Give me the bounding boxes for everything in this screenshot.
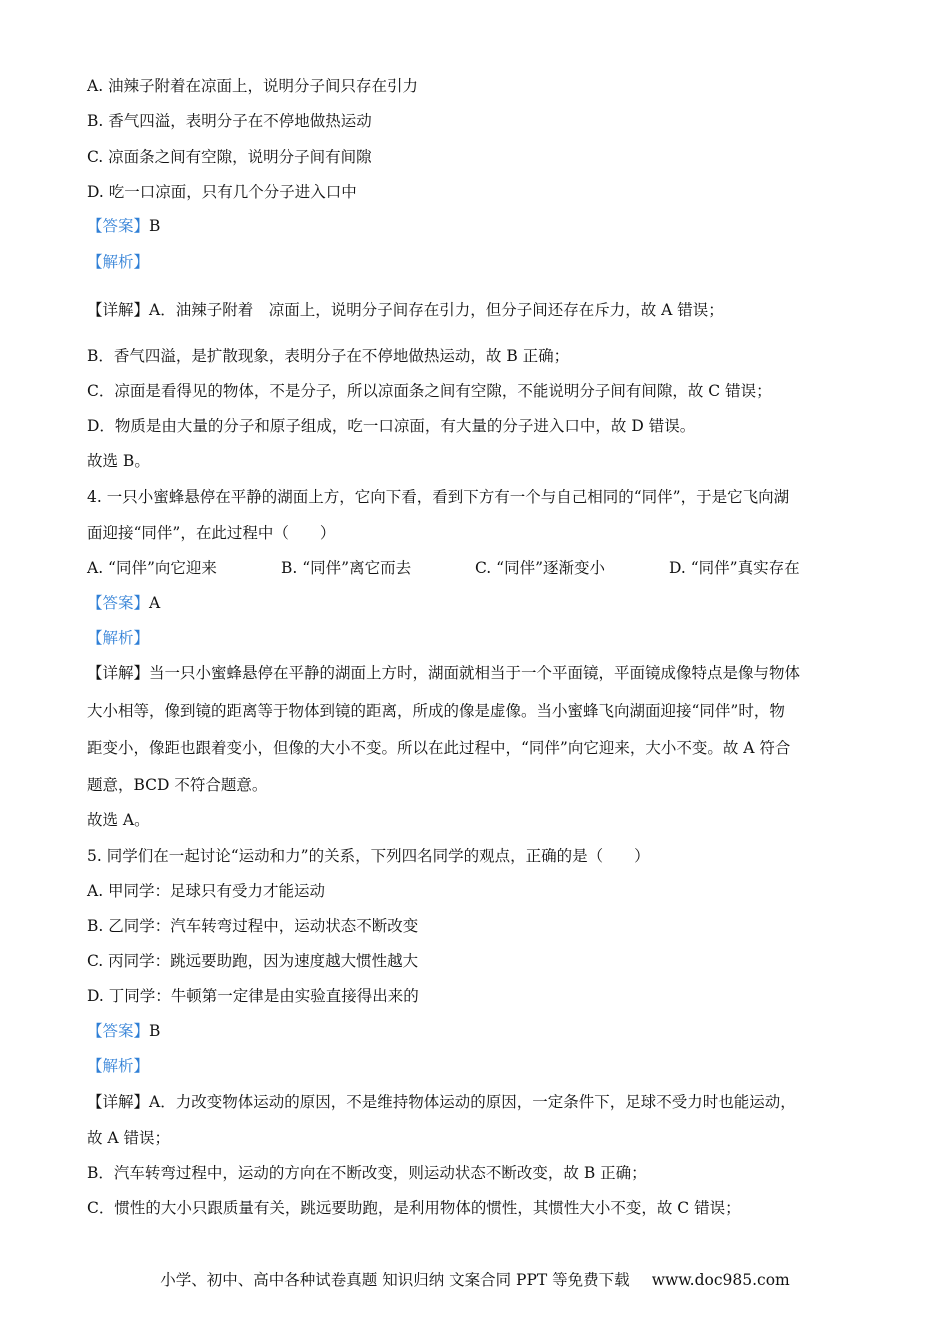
section-tag: 【答案】 [87, 1022, 150, 1040]
text-line [87, 1163, 647, 1183]
line-text: C. 丙同学：跳远要助跑，因为速度越大惯性越大 [87, 952, 419, 970]
text-line [87, 523, 335, 543]
line-text: B．香气四溢，是扩散现象，表明分子在不停地做热运动，故 B 正确； [87, 347, 570, 365]
text-line [87, 738, 790, 758]
line-text: C．惯性的大小只跟质量有关，跳远要助跑，是利用物体的惯性，其惯性大小不变，故 C 错误； [87, 1199, 741, 1217]
text-line [87, 846, 650, 866]
line-text: 故 A 错误； [87, 1129, 171, 1147]
text-line [87, 1056, 149, 1076]
text-line [87, 182, 357, 202]
text-line [87, 916, 418, 936]
line-text: 4. 一只小蜜蜂悬停在平静的湖面上方，它向下看，看到下方有一个与自己相同的“同伴”，于是它飞向湖 [87, 488, 790, 506]
text-line [87, 487, 789, 507]
text-line [87, 593, 160, 613]
line-text: B. 香气四溢，表明分子在不停地做热运动 [87, 112, 372, 130]
text-line [87, 1198, 741, 1218]
text-line [87, 1128, 170, 1148]
section-tag: 【解析】 [87, 1057, 150, 1075]
line-text: 故选 B。 [87, 452, 150, 470]
text-line [87, 986, 419, 1006]
text-line [87, 810, 150, 830]
text-line [87, 300, 724, 320]
text-line [87, 252, 149, 272]
line-text: C．凉面是看得见的物体，不是分子，所以凉面条之间有空隙，不能说明分子间有间隙，故 C 错误； [87, 382, 772, 400]
text-line [87, 381, 772, 401]
line-text: 距变小，像距也跟着变小，但像的大小不变。所以在此过程中，“同伴”向它迎来，大小不变。故 A 符合 [87, 739, 791, 757]
line-text: A. 甲同学：足球只有受力才能运动 [87, 882, 326, 900]
line-text: 故选 A。 [87, 811, 150, 829]
text-line [87, 663, 800, 683]
q4-option-d: D. “同伴”真实存在 [669, 559, 800, 577]
text-line [87, 346, 569, 366]
line-text: B [149, 1022, 161, 1040]
q4-option-a: A. “同伴”向它迎来 [87, 559, 217, 577]
line-text: 大小相等，像到镜的距离等于物体到镜的距离，所成的像是虚像。当小蜜蜂飞向湖面迎接“同伴”时，物 [87, 702, 785, 720]
line-text: 面迎接“同伴”，在此过程中（ ） [87, 524, 336, 542]
line-text: 【详解】A．油辣子附着 凉面上，说明分子间存在引力，但分子间还存在斥力，故 A 错误； [87, 301, 724, 319]
text-line [87, 1021, 160, 1041]
text-line [87, 147, 372, 167]
line-text: 【详解】A．力改变物体运动的原因，不是维持物体运动的原因，一定条件下，足球不受力时也能运动， [87, 1093, 796, 1111]
line-text: 【详解】当一只小蜜蜂悬停在平静的湖面上方时，湖面就相当于一个平面镜，平面镜成像特点是像与物体 [87, 664, 801, 682]
text-line [87, 451, 150, 471]
section-tag: 【解析】 [87, 629, 150, 647]
line-text: B. 乙同学：汽车转弯过程中，运动状态不断改变 [87, 917, 419, 935]
line-text: C. 凉面条之间有空隙，说明分子间有间隙 [87, 148, 372, 166]
text-line [87, 775, 267, 795]
line-text: D. 吃一口凉面，只有几个分子进入口中 [87, 183, 357, 201]
line-text: B．汽车转弯过程中，运动的方向在不断改变，则运动状态不断改变，故 B 正确； [87, 1164, 647, 1182]
section-tag: 【解析】 [87, 253, 150, 271]
text-line [87, 951, 418, 971]
q4-option-c: C. “同伴”逐渐变小 [475, 559, 606, 577]
text-line [87, 216, 160, 236]
footer-site: www.doc985.com [651, 1271, 790, 1289]
section-tag: 【答案】 [87, 217, 150, 235]
text-line [87, 1092, 796, 1112]
line-text: B [149, 217, 161, 235]
line-text: D. 丁同学：牛顿第一定律是由实验直接得出来的 [87, 987, 419, 1005]
text-line [87, 76, 418, 96]
q4-options [87, 558, 800, 578]
text-line [87, 111, 372, 131]
text-line [87, 881, 325, 901]
line-text: D．物质是由大量的分子和原子组成，吃一口凉面，有大量的分子进入口中，故 D 错误。 [87, 417, 696, 435]
line-text: A. 油辣子附着在凉面上，说明分子间只存在引力 [87, 77, 419, 95]
line-text: 5. 同学们在一起讨论“运动和力”的关系，下列四名同学的观点，正确的是（ ） [87, 847, 650, 865]
page-footer [0, 1268, 950, 1290]
section-tag: 【答案】 [87, 594, 150, 612]
text-line [87, 628, 149, 648]
line-text: 题意，BCD 不符合题意。 [87, 776, 268, 794]
q4-option-b: B. “同伴”离它而去 [281, 559, 412, 577]
footer-text: 小学、初中、高中各种试卷真题 知识归纳 文案合同 PPT 等免费下载 [160, 1271, 630, 1289]
line-text: A [149, 594, 161, 612]
text-line [87, 701, 785, 721]
text-line [87, 416, 695, 436]
